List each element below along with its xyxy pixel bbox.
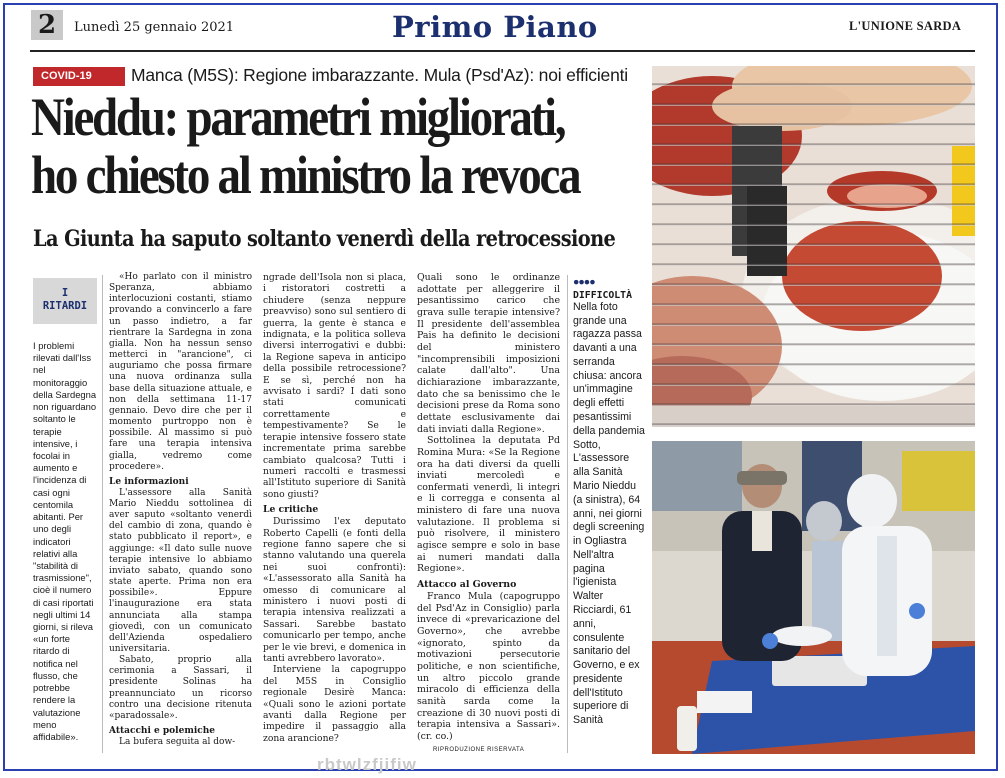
section-heading: Attacco al Governo (417, 579, 517, 591)
paragraph: Interviene la capogruppo del M5S in Consiglio regionale Desirè Manca: «Quali sono le azioni portate avanti dalla Regione per impedire il passaggio alla zona arancione? (263, 664, 406, 744)
newspaper-name: L'UNIONE SARDA (849, 19, 962, 33)
page-number: 2 (31, 10, 63, 40)
paragraph: L'assessore alla Sanità Mario Nieddu sottolinea di aver saputo «soltanto venerdì del cambio di zona, quando è stato pubblicato il report», e aggiunge: «Il dato sulle nuove terapie intensive lo abbiamo inviato sabato, quando sono state aperte. Prima non era possibile». Eppure l'inaugurazione era stata annunciata alla stampa giovedì, con un comunicato dell'Azienda ospedaliero universitaria. (109, 487, 252, 654)
sidebar-label-line-2: RITARDI (42, 300, 88, 312)
section-heading: Le informazioni (109, 476, 189, 487)
sidebar-label-box (33, 278, 97, 324)
article-column-1 (109, 272, 252, 748)
paragraph: Franco Mula (capogruppo del Psd'Az in Consiglio) parla invece di «prevaricazione del Governo», che avrebbe «ignorato, spinto da motivazioni persecutorie politiche, e non scientifiche, un altro piccolo grande miracolo di efficienza della sanità sarda come la creazione di 30 nuovi posti di terapia intensiva a Sassari». (cr. co.) (417, 591, 560, 742)
paragraph: Durissimo l'ex deputato Roberto Capelli (e fonti della regione fanno sapere che si stanno valutando una querela nei suoi confronti): «L'assessorato alla Sanità ha omesso di comunicare al ministero i nuovi posti di terapia intensiva realizzati a Sassari. Sarebbe bastato comunicarlo per tempo, anche per le vie brevi, e domenica in tanti avrebbero lavorato». (263, 516, 406, 664)
header-rule (30, 50, 975, 52)
article-title-line-1: Nieddu: parametri migliorati, (31, 87, 565, 147)
screening-photo (652, 441, 975, 754)
column-divider (567, 275, 568, 753)
paragraph: La bufera seguita al dow- (119, 737, 236, 748)
caption-dots: ●●●● (573, 276, 595, 288)
article-title (31, 87, 580, 205)
article-kicker: Manca (M5S): Regione imbarazzante. Mula (Psd'Az): noi efficienti (131, 65, 628, 85)
section-heading: Attacchi e polemiche (109, 726, 216, 737)
caption-heading: DIFFICOLTÀ (573, 289, 632, 301)
screening-scene-illustration (652, 441, 975, 754)
article-subtitle: La Giunta ha saputo soltanto venerdì della retrocessione (33, 226, 616, 252)
issue-date: Lunedì 25 gennaio 2021 (74, 20, 235, 35)
photo-caption (573, 276, 645, 728)
article-column-2 (263, 272, 406, 744)
article-title-line-2: ho chiesto al ministro la revoca (31, 145, 580, 205)
shutter-slats (652, 66, 975, 427)
paragraph: Sottolinea la deputata Pd Romina Mura: «Se la Regione ora ha dati diversi da quelli inviati mercoledì e confermati venerdì, li integri e li corregga e consenta al ministero di fare una nuova valutazione. Il problema si può risolvere, il ministero agisce sempre e solo in base ai numeri mandati dalla Regione». (417, 435, 560, 575)
paragraph: Quali sono le ordinanze adottate per alleggerire il pesantissimo carico che grava sulle terapie intensive? Il presidente dell'assemblea Pais ha definito le decisioni del ministero "incomprensibili imposizioni calate dall'alto". Una dichiarazione imbarazzante, dato che sa benissimo che le decisioni prese da Roma sono dettate esclusivamente dai dati inviati dalla Regione». (417, 272, 560, 435)
paragraph: «Ho parlato con il ministro Speranza, abbiamo interlocuzioni costanti, stiamo provando a convincerlo a fare un passo indietro, a far rientrare la Sardegna in zona gialla. Non ha nessun senso metterci in "arancione", ci auguriamo che possa firmare una nuova ordinanza sulla base della situazione attuale, e non della settimana 11-17 gennaio. Devo dire che per il momento purtroppo non è possibile. Al massimo si può fare una terapia intensiva gialla, vedremo come procedere». (109, 272, 252, 472)
shutter-photo (652, 66, 975, 427)
reproduction-notice: RIPRODUZIONE RISERVATA (433, 747, 525, 753)
column-divider (102, 275, 103, 753)
topic-tag: COVID-19 (33, 67, 125, 86)
section-title: Primo Piano (392, 10, 598, 44)
sidebar-label-line-1: I (61, 287, 69, 299)
paragraph: ngrade dell'Isola non si placa, i ristoratori costretti a chiudere (senza neppure preavviso) sono sul sentiero di guerra, la gente è stanca e indignata, e la politica solleva diversi interrogativi e dubbi: la Regione sapeva in anticipo della possibile retrocessione? E se sì, perché non ha avvisato i sardi? I dati sono stati comunicati correttamente e tempestivamente? Se le terapie intensive fossero state incrementate prima sarebbe cambiato qualcosa? Tutti i numeri raccolti e trasmessi all'Istituto superiore di Sanità sono giusti? (263, 272, 406, 500)
article-column-3 (417, 272, 560, 743)
sidebar-text: I problemi rilevati dall'Iss nel monitoraggio della Sardegna non riguardano soltanto le terapie intensive, i focolai in aumento e l'incidenza di casi ogni centomila abitanti. Per uno degli indicatori relativi alla "stabilità di trasmissione", cioè il numero di casi riportati negli ultimi 14 giorni, si rileva «un forte ritardo di notifica nel flusso, che potrebbe rendere la valutazione meno affidabile». (33, 340, 97, 742)
watermark: rbtwlzfjifiw (317, 755, 417, 774)
paragraph: Sabato, proprio alla cerimonia a Sassari, il presidente Solinas ha preannunciato un ricorso contro una decisione ritenuta «paradossale». (109, 655, 252, 721)
caption-text: Nella foto grande una ragazza passa davanti a una serranda chiusa: ancora un'immagine degli effetti pesantissimi della pandemia Sotto, L'assessore alla Sanità Mario Nieddu (a sinistra), 64 anni, nei giorni degli screening in Ogliastra Nell'altra pagina l'igienista Walter Ricciardi, 61 anni, consulente sanitario del Governo, e ex presidente dell'Istituto superiore di Sanità (573, 300, 645, 727)
section-heading: Le critiche (263, 504, 319, 516)
